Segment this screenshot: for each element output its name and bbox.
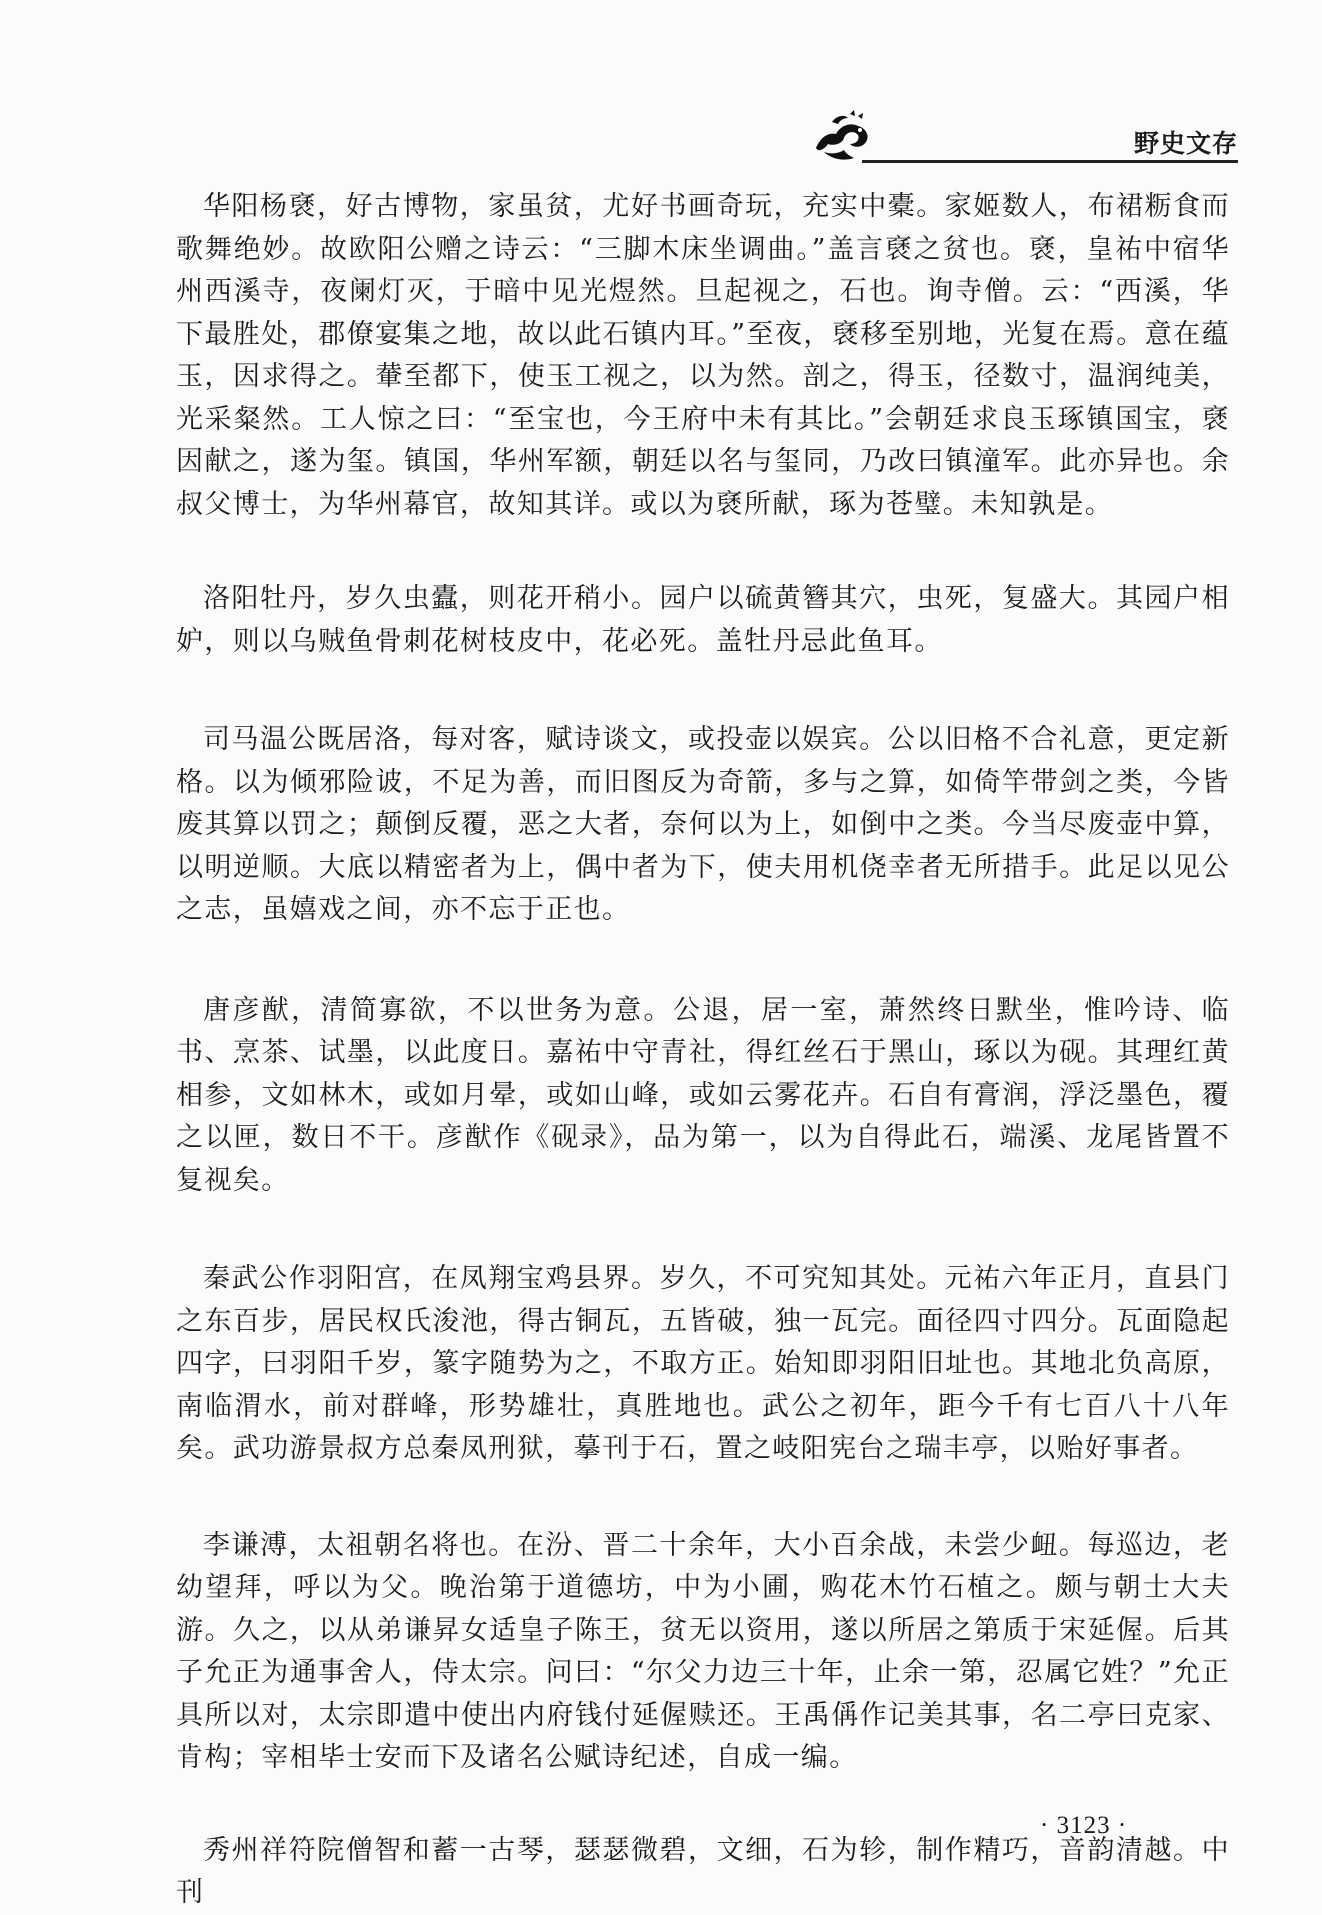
running-header-title: 野史文存 (1133, 129, 1238, 158)
paragraph-tang-yanyou-inkstone: 唐彦猷，清简寡欲，不以世务为意。公退，居一室，萧然终日默坐，惟吟诗、临书、烹茶、试墨，以此度日。嘉祐中守青社，得红丝石于黑山，琢以为砚。其理红黄相参，文如林木，或如月晕，或如山峰，或如云雾花卉。石自有膏润，浮泛墨色，覆之以匣，数日不干。彦猷作《砚录》，品为第一，以为自得此石，端溪、龙尾皆置不复视矣。 (176, 994, 1230, 1196)
running-header (792, 108, 1238, 166)
paragraph-li-qianpu: 李谦溥，太祖朝名将也。在汾、晋二十余年，大小百余战，未尝少衄。每巡边，老幼望拜，呼以为父。晚治第于道德坊，中为小圃，购花木竹石植之。颇与朝士大夫游。久之，以从弟谦昇女适皇子陈王，贫无以资用，遂以所居之第质于宋延偓。后其子允正为通事舍人，侍太宗。问曰：“尔父力边三十年，止余一第，忍属它姓？”允正具所以对，太宗即遣中使出内府钱付延偓赎还。王禹偁作记美其事，名二亭曰克家、肯构；宰相毕士安而下及诸名公赋诗纪述，自成一编。 (176, 1529, 1230, 1773)
page-body (176, 186, 1230, 1915)
paragraph-yang-bao-jade-seal: 华阳杨褎，好古博物，家虽贫，尤好书画奇玩，充实中橐。家姬数人，布裙粝食而歌舞绝妙。故欧阳公赠之诗云：“三脚木床坐调曲。”盖言褎之贫也。褎，皇祐中宿华州西溪寺，夜阑灯灭，于暗中见光煜然。旦起视之，石也。询寺僧。云：“西溪，华下最胜处，郡僚宴集之地，故以此石镇内耳。”至夜，褎移至别地，光复在焉。意在蕴玉，因求得之。輂至都下，使玉工视之，以为然。剖之，得玉，径数寸，温润纯美，光采粲然。工人惊之曰：“至宝也，今王府中未有其比。”会朝廷求良玉琢镇国宝，褎因献之，遂为玺。镇国，华州军额，朝廷以名与玺同，乃改曰镇潼军。此亦异也。余叔父博士，为华州幕官，故知其详。或以为褎所献，琢为苍璧。未知孰是。 (176, 191, 1230, 520)
paragraph-yuyang-palace-tile: 秦武公作羽阳宫，在凤翔宝鸡县界。岁久，不可究知其处。元祐六年正月，直县门之东百步，居民权氏浚池，得古铜瓦，五皆破，独一瓦完。面径四寸四分。瓦面隐起四字，曰羽阳千岁，篆字随势为之，不取方正。始知即羽阳旧址也。其地北负高原，南临渭水，前对群峰，形势雄壮，真胜地也。武公之初年，距今千有七百八十八年矣。武功游景叔方总秦凤刑狱，摹刊于石，置之岐阳宪台之瑞丰亭，以贻好事者。 (176, 1263, 1230, 1464)
page-number: · 3123 · (1040, 1812, 1128, 1839)
paragraph-sima-touhu: 司马温公既居洛，每对客，赋诗谈文，或投壶以娱宾。公以旧格不合礼意，更定新格。以为倾邪险诐，不足为善，而旧图反为奇箭，多与之算，如倚竿带剑之类，今皆废其算以罚之；颠倒反覆，恶之大者，奈何以为上，如倒中之类。今当尽废壶中算，以明逆顺。大底以精密者为上，偶中者为下，使夫用机侥幸者无所措手。此足以见公之志，虽嬉戏之间，亦不忘于正也。 (176, 724, 1230, 925)
dragon-emblem-icon (810, 108, 876, 166)
paragraph-ancient-qin: 秀州祥符院僧智和蓄一古琴，瑟瑟微碧，文细，石为轸，制作精巧，音韵清越。中刊 (176, 1834, 1230, 1908)
header-rule (862, 160, 1238, 163)
paragraph-luoyang-peony: 洛阳牡丹，岁久虫蠹，则花开稍小。园户以硫黄簪其穴，虫死，复盛大。其园户相妒，则以乌贼鱼骨刺花树枝皮中，花必死。盖牡丹忌此鱼耳。 (176, 583, 1230, 657)
